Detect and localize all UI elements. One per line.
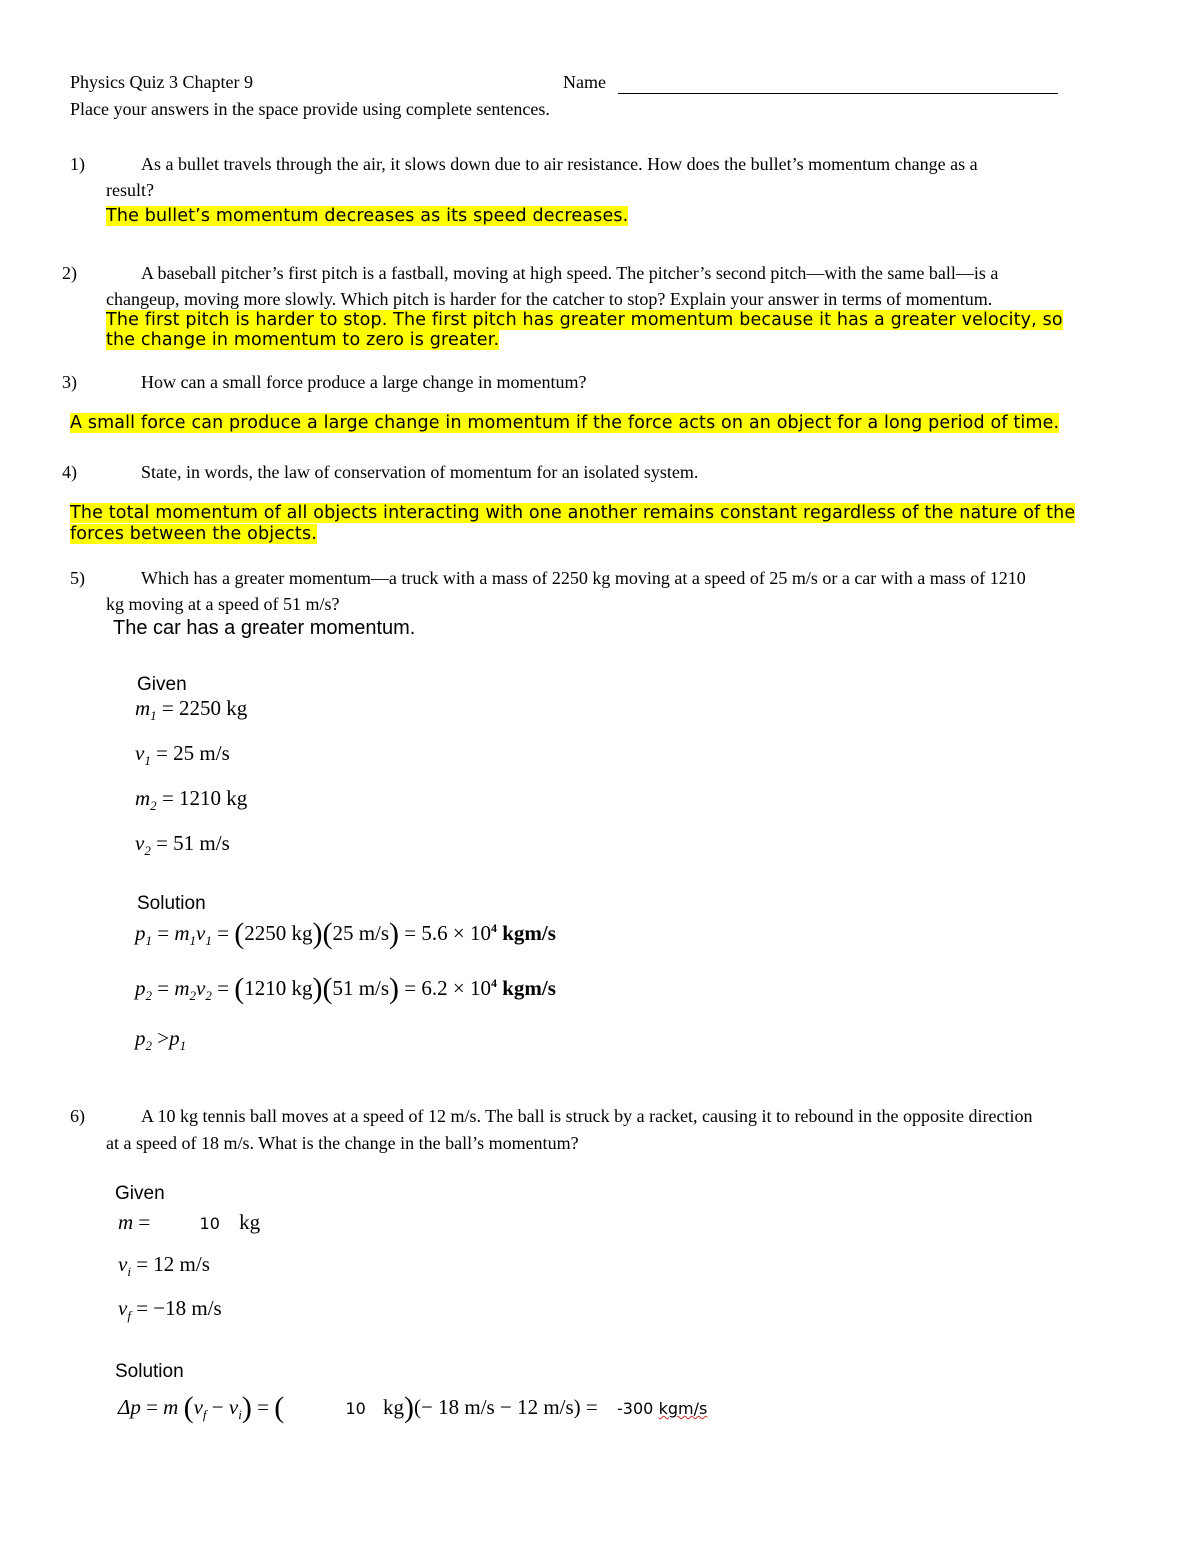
answer-highlight: The total momentum of all objects interacting with one another remains constant regardless of the nature of the: [70, 503, 1076, 523]
instructions: Place your answers in the space provide using complete sentences.: [70, 99, 550, 119]
equation-delta-p: Δp = m $(v_f - v_i)$ = ( 10 kg)(− 18 m/s − 12 m/s) = -300 kgm/s: [118, 1391, 708, 1424]
question-number: 6): [70, 1106, 85, 1126]
solution-label: Solution: [115, 1361, 184, 1382]
comparison: $p_2 >p_1$: [135, 1026, 187, 1053]
answer-highlight: The first pitch is harder to stop. The first pitch has greater momentum because it has a greater velocity, so: [106, 310, 1063, 330]
name-field-line[interactable]: [618, 93, 1058, 94]
answer-highlight: The bullet’s momentum decreases as its speed decreases.: [106, 206, 629, 226]
solution-label: Solution: [137, 893, 206, 914]
given-v1: $v_1 = 25$ m/s: [135, 741, 230, 768]
question-text: State, in words, the law of conservation of momentum for an isolated system.: [141, 462, 699, 482]
page-title: Physics Quiz 3 Chapter 9: [70, 72, 253, 92]
question-text: As a bullet travels through the air, it slows down due to air resistance. How does the bullet’s momentum change as a: [141, 154, 978, 174]
question-text: at a speed of 18 m/s. What is the change in the ball’s momentum?: [106, 1133, 579, 1153]
question-text: A 10 kg tennis ball moves at a speed of 12 m/s. The ball is struck by a racket, causing it to rebound in the opposite direction: [141, 1106, 1033, 1126]
given-m: m = 10 kg: [118, 1210, 261, 1234]
answer-highlight: the change in momentum to zero is greater.: [106, 330, 500, 350]
equation-p2: $p_2 = m_2v_2 = (1210$ kg)(51 $m/s) = 6.2 \times 10^4$ kgm/s: [135, 972, 556, 1005]
given-m2: $m_2 = 1210$ kg: [135, 786, 248, 813]
question-text: result?: [106, 180, 154, 200]
question-number: 5): [70, 568, 85, 588]
answer-text: The car has a greater momentum.: [113, 617, 416, 639]
answer-highlight: A small force can produce a large change in momentum if the force acts on an object for a long period of time.: [70, 413, 1060, 433]
given-label: Given: [115, 1183, 165, 1204]
question-text: A baseball pitcher’s first pitch is a fastball, moving at high speed. The pitcher’s second pitch—with the same ball—is a: [141, 263, 999, 283]
question-text: kg moving at a speed of 51 m/s?: [106, 594, 340, 614]
question-number: 2): [62, 263, 77, 283]
answer-highlight: forces between the objects.: [70, 524, 317, 544]
question-text: Which has a greater momentum—a truck with a mass of 2250 kg moving at a speed of 25 m/s or a car with a mass of 1210: [141, 568, 1026, 588]
name-label: Name: [563, 72, 606, 92]
given-v2: $v_2 = 51$ m/s: [135, 831, 230, 858]
given-label: Given: [137, 674, 187, 695]
question-number: 4): [62, 462, 77, 482]
question-text: changeup, moving more slowly. Which pitch is harder for the catcher to stop? Explain your answer in terms of momentum.: [106, 289, 993, 309]
equation-p1: $p_1 = m_1v_1 = (2250$ kg)(25 $m/s) = 5.6 \times 10^4$ kgm/s: [135, 917, 556, 950]
given-vf: $v_f = -18$ m/s: [118, 1296, 222, 1323]
question-number: 1): [70, 154, 85, 174]
question-number: 3): [62, 372, 77, 392]
given-m1: $m_1 = 2250$ kg: [135, 696, 248, 723]
given-vi: $v_i = 12$ m/s: [118, 1252, 210, 1279]
question-text: How can a small force produce a large change in momentum?: [141, 372, 587, 392]
